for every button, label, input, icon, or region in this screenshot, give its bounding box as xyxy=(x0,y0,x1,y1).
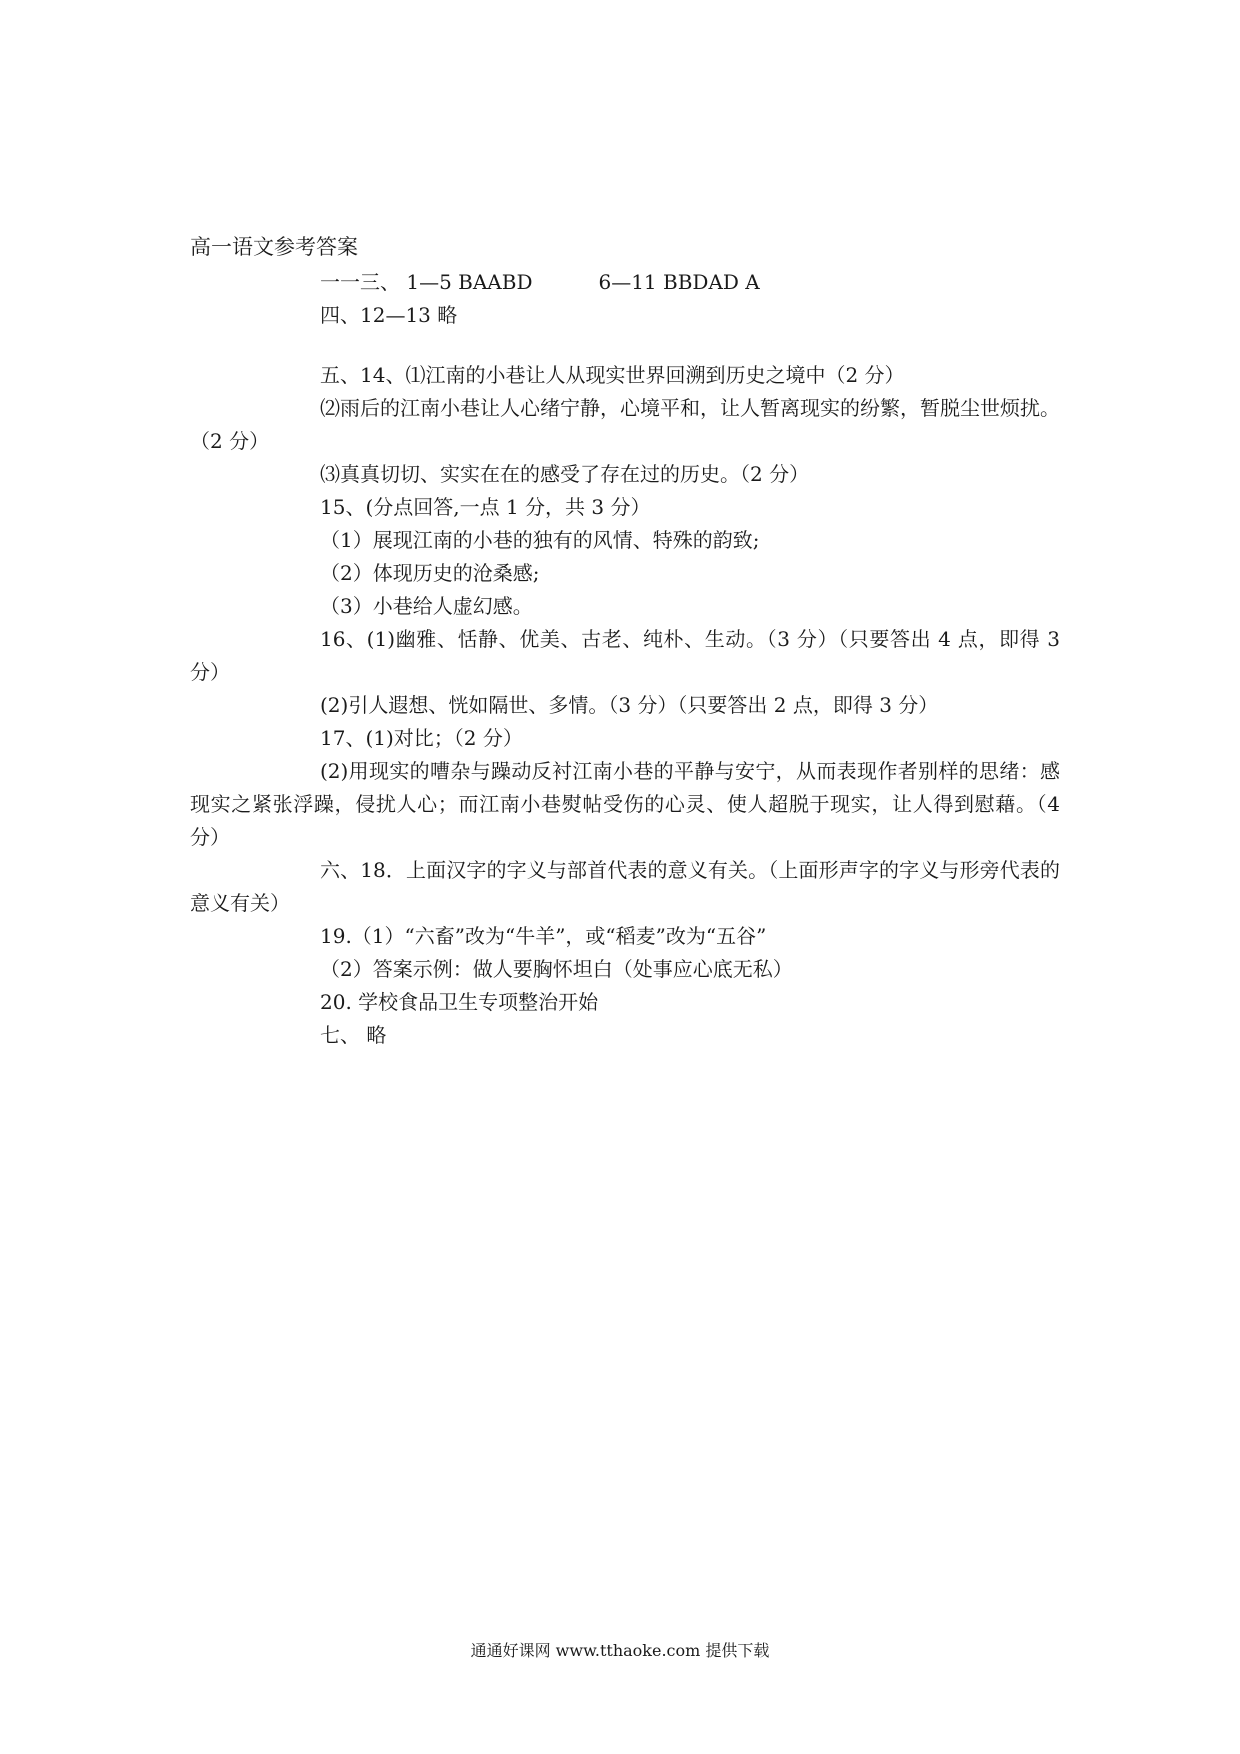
answer-q12-13: 四、12—13 略 xyxy=(320,303,458,327)
answer-q18: 六、18．上面汉字的字义与部首代表的意义有关。（上面形声字的字义与形旁代表的意义有关） xyxy=(190,858,1060,915)
answer-q7: 七、 略 xyxy=(320,1023,387,1047)
answer-q14-part2: ⑵雨后的江南小巷让人心绪宁静，心境平和，让人暂离现实的纷繁，暂脱尘世烦扰。（2 分） xyxy=(190,396,1060,453)
answer-q15-heading: 15、(分点回答,一点 1 分，共 3 分） xyxy=(320,495,651,519)
answer-q1-5: 一一三、 1—5 BAABD xyxy=(320,270,533,294)
document-title: 高一语文参考答案 xyxy=(190,235,358,259)
answer-q14-part3: ⑶真真切切、实实在在的感受了存在过的历史。（2 分） xyxy=(320,462,810,486)
answer-q16-part1: 16、(1)幽雅、恬静、优美、古老、纯朴、生动。（3 分）（只要答出 4 点，即得 3 分） xyxy=(190,627,1060,684)
footer-source-note: 通通好课网 www.tthaoke.com 提供下载 xyxy=(470,1641,770,1660)
paragraph-gap xyxy=(190,332,1060,359)
answer-q1-11 xyxy=(190,266,1060,299)
answer-q17-part1: 17、(1)对比；（2 分） xyxy=(320,726,523,750)
answer-q15-point3: （3）小巷给人虚幻感。 xyxy=(320,594,533,618)
answer-q19-part2: （2）答案示例：做人要胸怀坦白（处事应心底无私） xyxy=(320,957,793,981)
answer-q17-part2: (2)用现实的嘈杂与躁动反衬江南小巷的平静与安宁，从而表现作者别样的思绪：感现实之紧张浮躁，侵扰人心；而江南小巷熨帖受伤的心灵、使人超脱于现实，让人得到慰藉。（4 分） xyxy=(190,759,1060,849)
answer-q16-part2: (2)引人遐想、恍如隔世、多情。（3 分）（只要答出 2 点，即得 3 分） xyxy=(320,693,939,717)
answer-body xyxy=(190,266,1060,1052)
answer-q15-point2: （2）体现历史的沧桑感; xyxy=(320,561,540,585)
answer-q14-part1: 五、14、⑴江南的小巷让人从现实世界回溯到历史之境中（2 分） xyxy=(320,363,905,387)
answer-q6-11: 6—11 BBDAD A xyxy=(598,270,760,294)
answer-q19-part1: 19.（1）“六畜”改为“牛羊”，或“稻麦”改为“五谷” xyxy=(320,924,767,948)
answer-q15-point1: （1）展现江南的小巷的独有的风情、特殊的韵致; xyxy=(320,528,760,552)
answer-q20: 20. 学校食品卫生专项整治开始 xyxy=(320,990,599,1014)
